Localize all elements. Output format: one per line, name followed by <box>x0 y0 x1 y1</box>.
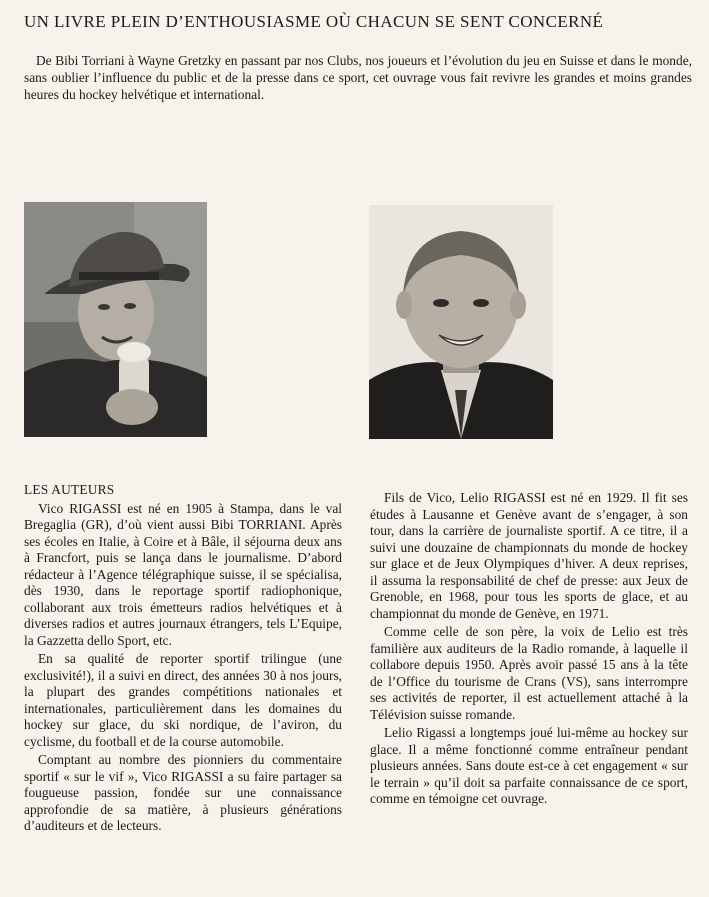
lelio-bio-paragraph-2: Comme celle de son père, la voix de Lelio est très familière aux auditeurs de la Radio romande, à laquelle il collabore depuis 1950. Après avoir passé 15 ans à la tête de l’Office du tourisme de Crans (VS), sans interrompre ses activités de reporter, il est actuellement attaché à la Télévision suisse romande. <box>370 624 688 722</box>
section-title-authors: LES AUTEURS <box>24 482 115 497</box>
portrait-lelio-rigassi <box>369 205 553 439</box>
left-column <box>24 482 342 837</box>
vico-bio-paragraph-3: Comptant au nombre des pionniers du commentaire sportif « sur le vif », Vico RIGASSI a su faire partager sa fougueuse passion, fondée sur une connaissance approfondie de sa matière, à plusieurs générations d’auditeurs et de lecteurs. <box>24 752 342 833</box>
lelio-bio-paragraph-3: Lelio Rigassi a longtemps joué lui-même au hockey sur glace. Il a même fonctionné comme entraîneur pendant plusieurs années. Sans doute est-ce à cet engagement « sur le terrain » qu’il doit sa parfaite connaissance de ce sport, comme en témoigne cet ouvrage. <box>370 725 688 806</box>
intro-paragraph: De Bibi Torriani à Wayne Gretzky en passant par nos Clubs, nos joueurs et l’évolution du jeu en Suisse et dans le monde, sans oublier l’influence du public et de la presse dans ce sport, cet ouvrage vous fait revivre les grandes et moins grandes heures du hockey helvétique et international. <box>24 53 692 102</box>
vico-bio-paragraph-2: En sa qualité de reporter sportif trilingue (une exclusivité!), il a suivi en direct, des années 30 à nos jours, la plupart des grandes compétitions nationales et internationales, particulièrement dans les domaines du hockey sur glace, du ski nordique, de l’aviron, du cyclisme, du football et de la course automobile. <box>24 651 342 749</box>
right-column <box>370 490 688 810</box>
portrait-vico-rigassi <box>24 202 207 437</box>
page-headline: UN LIVRE PLEIN D’ENTHOUSIASME OÙ CHACUN SE SENT CONCERNÉ <box>24 12 604 31</box>
lelio-bio-paragraph-1: Fils de Vico, Lelio RIGASSI est né en 1929. Il fit ses études à Lausanne et Genève avant de s’engager, à son tour, dans la carrière de journaliste sportif. A ce titre, il a suivi une douzaine de championnats du monde de hockey sur glace et de Jeux Olympiques d’hiver. A deux reprises, il assuma la responsabilité de chef de presse: aux Jeux de Grenoble, en 1968, pour tous les sports de glace, et au championnat du monde de Genève, en 1971. <box>370 490 688 621</box>
vico-bio-paragraph-1: Vico RIGASSI est né en 1905 à Stampa, dans le val Bregaglia (GR), d’où vient aussi Bibi TORRIANI. Après ses écoles en Italie, à Coire et à Bâle, il séjourna deux ans à Francfort, puis se lança dans le journalisme. D’abord rédacteur à l’Agence télégraphique suisse, il se spécialisa, dès 1930, dans le reportage sportif radiophonique, collaborant aux trois émetteurs radios helvétiques et à diverses radios et autres journaux étrangers, tels L’Equipe, la Gazzetta dello Sport, etc. <box>24 500 342 648</box>
